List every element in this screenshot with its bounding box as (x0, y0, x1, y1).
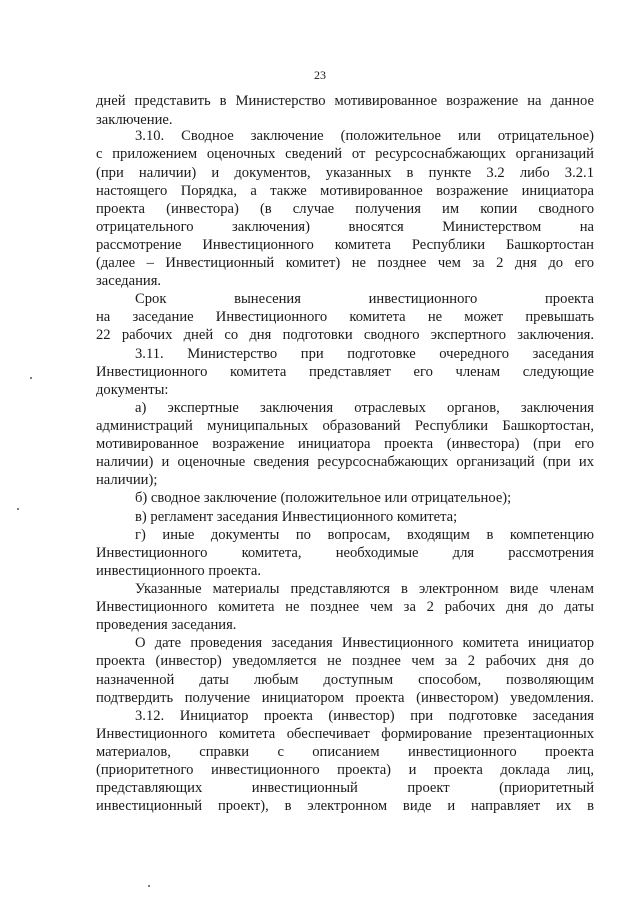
text-line: заседания. (96, 273, 162, 289)
text-line: Инвестиционного комитета не позднее чем за 2 рабочих дня до даты (96, 599, 594, 615)
text-line: 3.10. Сводное заключение (положительное или отрицательное) (135, 128, 594, 144)
text-line: (приоритетного инвестиционного проекта) и проекта доклада лиц, (96, 762, 594, 778)
text-line: материалов, справки с описанием инвестиционного проекта (96, 744, 594, 760)
text-line: наличии) и оценочные сведения ресурсоснабжающих организаций (при их (96, 454, 594, 470)
text-line: мотивированное возражение инициатора проекта (инвестора) (при его (96, 436, 594, 452)
text-line: г) иные документы по вопросам, входящим в компетенцию (135, 527, 594, 543)
scan-speck (148, 885, 150, 887)
text-line: наличии); (96, 472, 158, 488)
text-line: дней представить в Министерство мотивированное возражение на данное (96, 93, 594, 109)
text-line: инвестиционный проект), в электронном виде и направляет их в (96, 798, 594, 814)
text-line: на заседание Инвестиционного комитета не может превышать (96, 309, 594, 325)
text-line: Инвестиционного комитета представляет его членам следующие (96, 364, 594, 380)
text-line: рассмотрение Инвестиционного комитета Республики Башкортостан (96, 237, 594, 253)
text-line: представляющих инвестиционный проект (приоритетный (96, 780, 594, 796)
text-line: О дате проведения заседания Инвестиционного комитета инициатор (135, 635, 594, 651)
scan-speck (17, 508, 19, 510)
text-line: а) экспертные заключения отраслевых органов, заключения (135, 400, 594, 416)
text-line: Инвестиционного комитета, необходимые для рассмотрения (96, 545, 594, 561)
text-line: заключение. (96, 112, 173, 128)
text-line: отрицательного заключения) вносятся Министерством на (96, 219, 594, 235)
scan-speck (30, 377, 32, 379)
text-line: документы: (96, 382, 169, 398)
text-line: Указанные материалы представляются в электронном виде членам (135, 581, 594, 597)
text-line: (при наличии) и документов, указанных в пункте 3.2 либо 3.2.1 (96, 165, 594, 181)
text-line: (далее – Инвестиционный комитет) не позднее чем за 2 дня до его (96, 255, 594, 271)
text-line: 3.12. Инициатор проекта (инвестор) при подготовке заседания (135, 708, 594, 724)
text-line: Срок вынесения инвестиционного проекта (135, 291, 594, 307)
text-line: назначенной даты любым доступным способом, позволяющим (96, 672, 594, 688)
text-line: проекта (инвестор) уведомляется не позднее чем за 2 рабочих дня до (96, 653, 594, 669)
text-line: 3.11. Министерство при подготовке очередного заседания (135, 346, 594, 362)
text-line: подтвердить получение инициатором проекта (инвестором) уведомления. (96, 690, 594, 706)
text-line: Инвестиционного комитета обеспечивает формирование презентационных (96, 726, 594, 742)
text-line: настоящего Порядка, а также мотивированное возражение инициатора (96, 183, 594, 199)
text-line: с приложением оценочных сведений от ресурсоснабжающих организаций (96, 146, 594, 162)
text-line: проведения заседания. (96, 617, 237, 633)
text-line: в) регламент заседания Инвестиционного комитета; (135, 509, 458, 525)
text-line: инвестиционного проекта. (96, 563, 261, 579)
text-line: администраций муниципальных образований Республики Башкортостан, (96, 418, 594, 434)
text-line: б) сводное заключение (положительное или отрицательное); (135, 490, 512, 506)
text-line: проекта (инвестора) (в случае получения им копии сводного (96, 201, 594, 217)
text-line: 22 рабочих дней со дня подготовки сводного экспертного заключения. (96, 327, 594, 343)
page-number: 23 (314, 68, 326, 82)
